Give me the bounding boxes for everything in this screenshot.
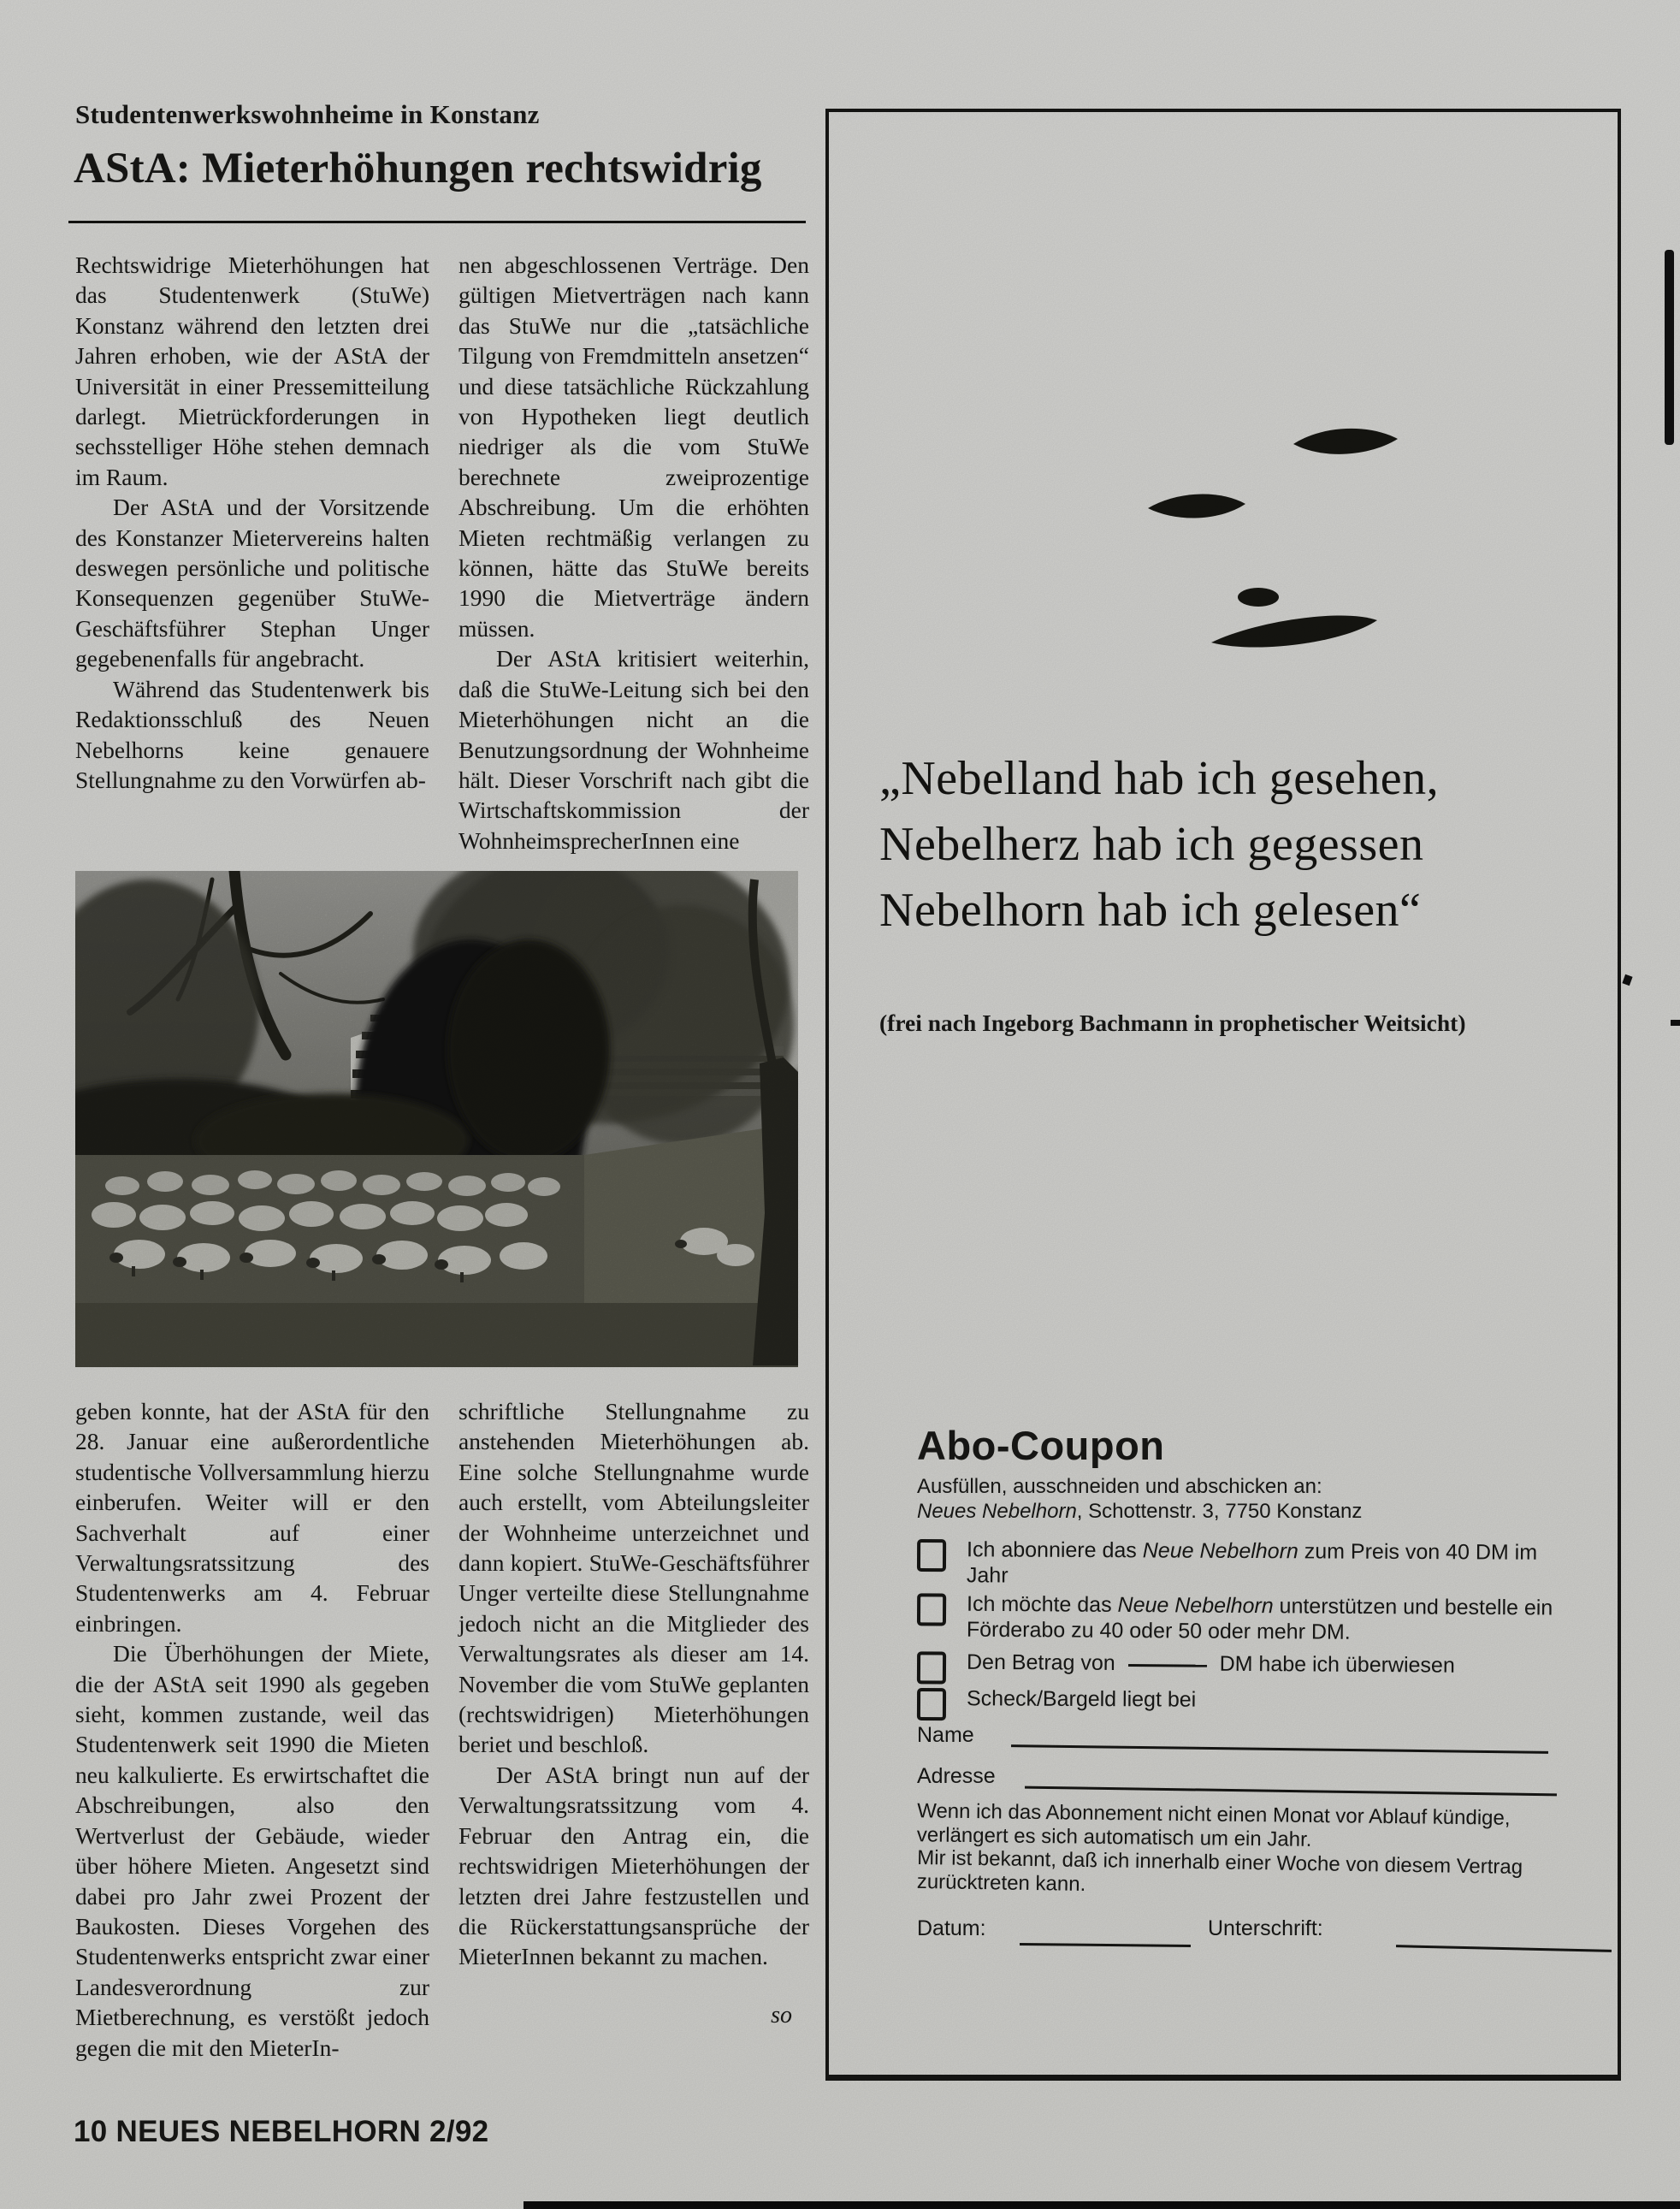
scan-edge-mark — [1665, 250, 1674, 445]
coupon-terms-renewal: Wenn ich das Abonnement nicht einen Monat vor Ablauf kündige, verlängert es sich automatisch um ein Jahr. — [916, 1799, 1511, 1851]
quote-line: „Nebelland hab ich gesehen, — [879, 752, 1440, 805]
article-paragraph: Der AStA und der Vorsitzende des Konstanzer Mietervereins halten deswegen persönliche und politische Konsequenzen gegenüber StuWe-Geschäftsführer Stephan Unger gegebenenfalls für angebracht. — [75, 494, 429, 672]
article-column-1-top — [75, 250, 429, 795]
article-column-2-top — [458, 250, 809, 856]
coupon-option-label: Scheck/Bargeld liegt bei — [966, 1686, 1197, 1712]
sheep-campus-photo — [75, 871, 798, 1367]
checkbox-icon — [917, 1651, 946, 1684]
article-paragraph: geben konnte, hat der AStA für den 28. Januar eine außerordentliche studentische Vollversammlung hierzu einberufen. Weiter will er den Sachverhalt auf einer Verwaltungsratssitzung des Studentenwerks am 4. Februar einbringen. — [75, 1398, 429, 1637]
scan-speck — [1671, 1020, 1680, 1026]
coupon-option-subscribe — [917, 1537, 1580, 1591]
article-kicker: Studentenwerkswohnheime in Konstanz — [75, 99, 540, 129]
coupon-option-transfer — [917, 1649, 1580, 1688]
pull-quote — [879, 746, 1615, 944]
article-paragraph: Während das Studentenwerk bis Redaktionsschluß des Neuen Nebelhorns keine genauere Stellungnahme zu den Vorwürfen ab- — [75, 675, 429, 793]
article-paragraph: Der AStA bringt nun auf der Verwaltungsratssitzung vom 4. Februar den Antrag ein, die rechtswidrigen Mieterhöhungen der letzten drei Jahre festzustellen und die Rückerstattungsansprüche der MieterInnen bekannt zu machen. — [458, 1761, 809, 1970]
quote-line: Nebelhorn hab ich gelesen“ — [879, 884, 1422, 937]
coupon-option-label: Den Betrag von DM habe ich überwiesen — [966, 1649, 1455, 1678]
face-drawing-graphic — [975, 145, 1523, 736]
name-field-label: Name — [917, 1723, 974, 1747]
article-paragraph: Die Überhöhungen der Miete, die der AStA seit 1990 als gegeben sieht, kommen zustande, weil das Studentenwerk seit 1990 die Mieten neu kalkulierte. Es erwirtschaftet die Abschreibungen, also den Wertverlust der Gebäude, wieder über höhere Mieten. Angesetzt sind dabei pro Jahr zwei Prozent der Baukosten. Dieses Vorgehen des Studentenwerks entspricht zwar einer Landesverordnung zur Mietberechnung, es verstößt jedoch gegen die mit den MieterIn- — [75, 1640, 429, 2061]
checkbox-icon — [917, 1593, 946, 1626]
quote-line: Nebelherz hab ich gegessen — [879, 818, 1424, 871]
quote-attribution: (frei nach Ingeborg Bachmann in prophetischer Weitsicht) — [879, 1010, 1466, 1036]
coupon-magazine-name: Neues Nebelhorn — [917, 1500, 1077, 1523]
coupon-intro-line2 — [917, 1500, 1362, 1524]
coupon-terms-withdrawal: Mir ist bekannt, daß ich innerhalb einer Woche von diesem Vertrag zurücktreten kann. — [916, 1845, 1523, 1897]
portrait-sketch — [975, 145, 1523, 736]
article-column-2-bottom — [458, 1396, 809, 1972]
amount-blank-line — [1128, 1661, 1207, 1667]
address-field-label: Adresse — [917, 1764, 996, 1788]
article-headline: AStA: Mieterhöhungen rechtswidrig — [74, 145, 762, 192]
article-paragraph: schriftliche Stellungnahme zu anstehenden Mieterhöhungen ab. Eine solche Stellungnahme wurde auch erstellt, vom Abteilungsleiter der Wohnheime unterzeichnet und dann kopiert. StuWe-Geschäftsführer Unger verteilte diese Stellungnahme jedoch nicht an die Mitglieder des Verwaltungsrates als dieser am 14. November die vom StuWe geplanten (rechtswidrigen) Mieterhöhungen beriet und beschloß. — [458, 1398, 809, 1758]
coupon-address: , Schottenstr. 3, 7750 Konstanz — [1076, 1500, 1363, 1523]
checkbox-icon — [917, 1539, 946, 1572]
sheep-campus-photo-graphic — [75, 871, 798, 1367]
coupon-option-cash — [917, 1685, 1580, 1724]
coupon-title: Abo-Coupon — [917, 1423, 1165, 1468]
article-paragraph: Rechtswidrige Mieterhöhungen hat das Studentenwerk (StuWe) Konstanz während den letzten drei Jahren erhoben, wie der AStA der Universität in einer Pressemitteilung darlegt. Mietrückforderungen in sechsstelliger Höhe stehen demnach im Raum. — [75, 252, 429, 490]
article-column-1-bottom — [75, 1396, 429, 2063]
signature-field-label: Unterschrift: — [1208, 1916, 1323, 1940]
scan-bottom-strip — [524, 2201, 1680, 2209]
date-field-label: Datum: — [917, 1916, 986, 1940]
scan-speck — [1622, 974, 1632, 986]
headline-rule — [68, 221, 806, 223]
checkbox-icon — [917, 1688, 946, 1720]
coupon-option-support — [917, 1590, 1580, 1646]
coupon-option-label: Ich abonniere das Neue Nebelhorn zum Preis von 40 DM im Jahr — [966, 1537, 1538, 1588]
author-initials: so — [771, 2002, 792, 2028]
coupon-option-label: Ich möchte das Neue Nebelhorn unterstützen und bestelle ein Förderabo zu 40 oder 50 oder mehr DM. — [966, 1591, 1553, 1644]
article-paragraph: nen abgeschlossenen Verträge. Den gültigen Mietverträgen nach kann das StuWe nur die „tatsächliche Tilgung von Fremdmitteln ansetzen“ und diese tatsächliche Rückzahlung von Hypotheken liegt deutlich niedriger als die vom StuWe berechnete zweiprozentige Abschreibung. Um die erhöhten Mieten rechtmäßig verlangen zu können, hätte das StuWe bereits 1990 die Mietverträge ändern müssen. — [458, 252, 809, 642]
article-paragraph: Der AStA kritisiert weiterhin, daß die StuWe-Leitung sich bei den Mieterhöhungen nicht an die Benutzungsordnung der Wohnheime hält. Dieser Vorschrift nach gibt die Wirtschaftskommission der WohnheimsprecherInnen eine — [458, 645, 809, 854]
page-footer: 10 NEUES NEBELHORN 2/92 — [74, 2115, 489, 2148]
coupon-intro-line1: Ausfüllen, ausschneiden und abschicken an: — [917, 1475, 1322, 1498]
